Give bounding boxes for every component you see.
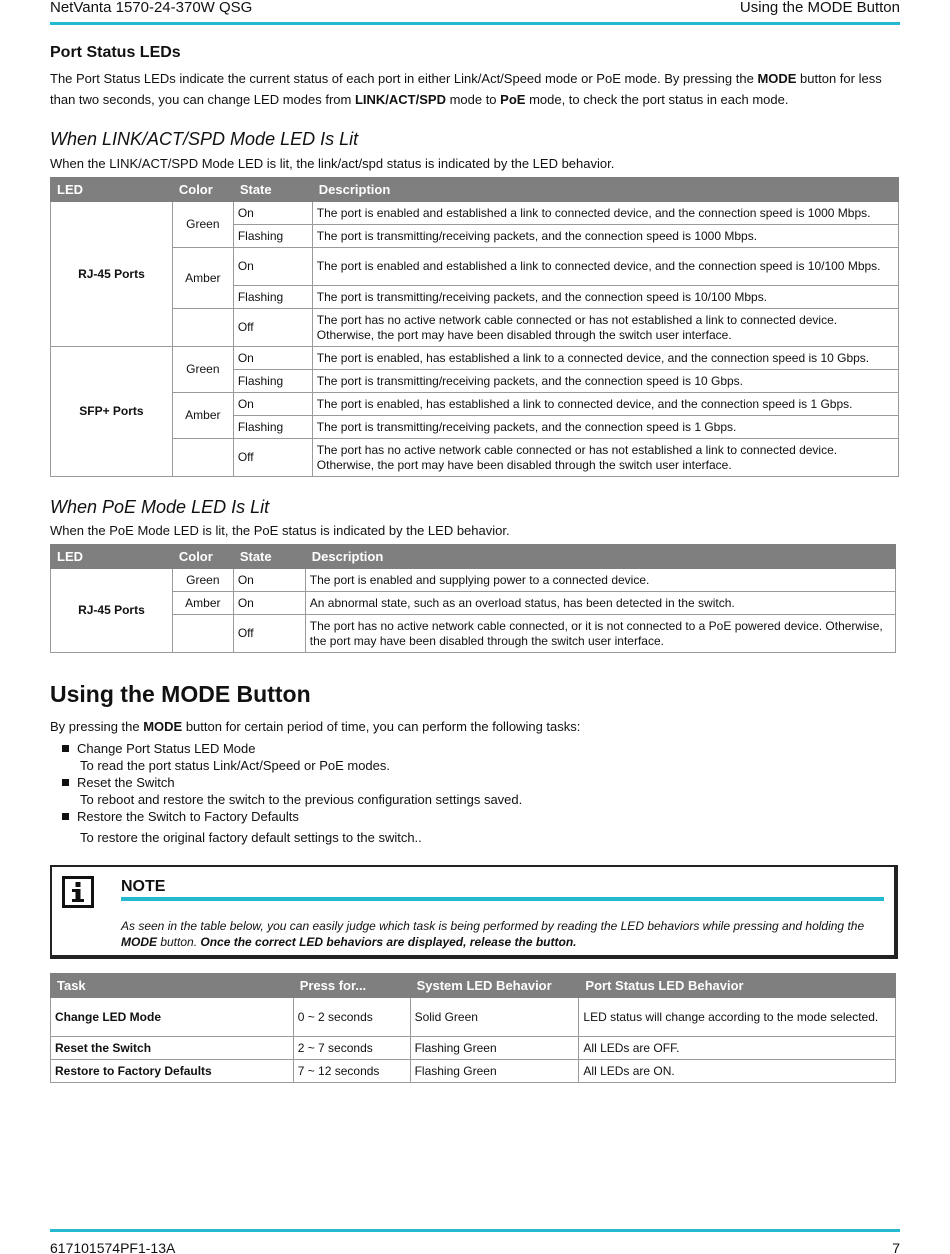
list-item-description: To reboot and restore the switch to the previous configuration settings saved. — [80, 792, 523, 807]
led-state: Flashing — [233, 225, 312, 248]
column-header: Color — [172, 545, 233, 569]
led-color-empty — [172, 309, 233, 347]
led-name: RJ-45 Ports — [51, 202, 173, 347]
list-item: Change Port Status LED Mode — [62, 740, 522, 757]
column-header: State — [233, 545, 305, 569]
bullet-square-icon — [62, 745, 69, 752]
led-description: The port is enabled and supplying power to a connected device. — [305, 569, 895, 592]
led-description: The port is transmitting/receiving packets, and the connection speed is 1000 Mbps. — [312, 225, 898, 248]
led-state: On — [233, 202, 312, 225]
poe-mode-intro: When the PoE Mode LED is lit, the PoE status is indicated by the LED behavior. — [50, 523, 510, 538]
page-footer — [50, 1229, 900, 1254]
note-divider — [121, 897, 884, 901]
list-item-description: To restore the original factory default settings to the switch.. — [80, 830, 422, 845]
mode-button-intro: By pressing the MODE button for certain period of time, you can perform the following tasks: — [50, 719, 581, 734]
port-status-intro: The Port Status LEDs indicate the current status of each port in either Link/Act/Speed mode or PoE mode. By pressing the MODE button for less than two seconds, you can change LED modes from LINK/ACT/SPD mode to PoE mode, to check the port status in each mode. — [50, 71, 882, 107]
table-row — [51, 393, 899, 416]
led-color: Green — [172, 347, 233, 393]
page-header — [50, 0, 900, 25]
bullet-square-icon — [62, 779, 69, 786]
poe-mode-heading: When PoE Mode LED Is Lit — [50, 497, 270, 517]
task-table — [50, 973, 896, 1083]
led-state: On — [233, 569, 305, 592]
document-title: NetVanta 1570-24-370W QSG — [50, 0, 253, 16]
table-header-row — [51, 974, 896, 998]
task-name: Change LED Mode — [51, 998, 294, 1037]
bullet-square-icon — [62, 813, 69, 820]
column-header: Description — [305, 545, 895, 569]
column-header: LED — [51, 178, 173, 202]
led-state: On — [233, 347, 312, 370]
led-description: The port is enabled and established a link to connected device, and the connection speed is 10/100 Mbps. — [312, 248, 898, 286]
led-state: On — [233, 393, 312, 416]
led-description: The port is transmitting/receiving packets, and the connection speed is 10/100 Mbps. — [312, 286, 898, 309]
system-led-behavior: Flashing Green — [410, 1060, 579, 1083]
port-led-behavior: All LEDs are ON. — [579, 1060, 896, 1083]
led-color-empty — [172, 615, 233, 653]
led-state: Off — [233, 309, 312, 347]
system-led-behavior: Flashing Green — [410, 1037, 579, 1060]
led-description: The port is transmitting/receiving packets, and the connection speed is 1 Gbps. — [312, 416, 898, 439]
led-description: The port has no active network cable connected or has not established a link to connected device. Otherwise, the port may have been disabled through the switch user interface. — [312, 309, 898, 347]
column-header: Color — [172, 178, 233, 202]
led-description: The port is transmitting/receiving packets, and the connection speed is 10 Gbps. — [312, 370, 898, 393]
list-item-description: To read the port status Link/Act/Speed or PoE modes. — [80, 758, 391, 773]
led-state: Off — [233, 439, 312, 477]
link-mode-heading: When LINK/ACT/SPD Mode LED Is Lit — [50, 129, 359, 149]
table-row — [51, 347, 899, 370]
table-row — [51, 569, 896, 592]
table-row — [51, 1037, 896, 1060]
column-header: Description — [312, 178, 898, 202]
task-name: Restore to Factory Defaults — [51, 1060, 294, 1083]
document-number: 617101574PF1-13A — [50, 1240, 176, 1254]
led-name: SFP+ Ports — [51, 347, 173, 477]
table-row — [51, 248, 899, 286]
led-state: Flashing — [233, 416, 312, 439]
table-row — [51, 615, 896, 653]
led-description: The port is enabled and established a link to connected device, and the connection speed is 1000 Mbps. — [312, 202, 898, 225]
led-color: Amber — [172, 393, 233, 439]
poe-mode-table — [50, 544, 896, 653]
press-duration: 7 ~ 12 seconds — [293, 1060, 410, 1083]
led-description: The port is enabled, has established a link to a connected device, and the connection speed is 10 Gbps. — [312, 347, 898, 370]
table-row — [51, 202, 899, 225]
port-status-heading: Port Status LEDs — [50, 44, 181, 61]
led-name: RJ-45 Ports — [51, 569, 173, 653]
press-duration: 0 ~ 2 seconds — [293, 998, 410, 1037]
column-header: Press for... — [293, 974, 410, 998]
note-title: NOTE — [121, 878, 166, 895]
info-icon — [62, 876, 94, 908]
led-color: Green — [172, 569, 233, 592]
list-item: Reset the Switch — [62, 774, 522, 791]
link-mode-table — [50, 177, 899, 477]
led-description: The port has no active network cable connected, or it is not connected to a PoE powered device. Otherwise, the port may have been disabled through the switch user interface. — [305, 615, 895, 653]
list-item: Restore the Switch to Factory Defaults — [62, 808, 522, 825]
task-name: Reset the Switch — [51, 1037, 294, 1060]
table-header-row — [51, 545, 896, 569]
mode-button-heading: Using the MODE Button — [50, 681, 311, 707]
led-state: Off — [233, 615, 305, 653]
press-duration: 2 ~ 7 seconds — [293, 1037, 410, 1060]
note-box — [50, 865, 898, 959]
column-header: Task — [51, 974, 294, 998]
column-header: System LED Behavior — [410, 974, 579, 998]
column-header: Port Status LED Behavior — [579, 974, 896, 998]
led-state: Flashing — [233, 370, 312, 393]
led-state: On — [233, 248, 312, 286]
task-list — [62, 740, 522, 846]
led-description: An abnormal state, such as an overload status, has been detected in the switch. — [305, 592, 895, 615]
led-state: Flashing — [233, 286, 312, 309]
led-color: Green — [172, 202, 233, 248]
section-title: Using the MODE Button — [739, 0, 900, 16]
system-led-behavior: Solid Green — [410, 998, 579, 1037]
led-description: The port has no active network cable connected or has not established a link to connected device. Otherwise, the port may have been disabled through the switch user interface. — [312, 439, 898, 477]
table-row — [51, 309, 899, 347]
led-description: The port is enabled, has established a link to connected device, and the connection speed is 1 Gbps. — [312, 393, 898, 416]
table-row — [51, 1060, 896, 1083]
column-header: LED — [51, 545, 173, 569]
link-mode-intro: When the LINK/ACT/SPD Mode LED is lit, the link/act/spd status is indicated by the LED behavior. — [50, 156, 615, 171]
table-row — [51, 439, 899, 477]
table-row — [51, 592, 896, 615]
port-led-behavior: All LEDs are OFF. — [579, 1037, 896, 1060]
port-led-behavior: LED status will change according to the mode selected. — [579, 998, 896, 1037]
table-header-row — [51, 178, 899, 202]
led-color: Amber — [172, 592, 233, 615]
note-text: As seen in the table below, you can easily judge which task is being performed by reading the LED behaviors while pressing and holding the MODE button. Once the correct LED behaviors are displayed, release the button. — [121, 919, 865, 949]
led-color: Amber — [172, 248, 233, 309]
table-row — [51, 998, 896, 1037]
page-number: 7 — [892, 1240, 900, 1254]
led-state: On — [233, 592, 305, 615]
led-color-empty — [172, 439, 233, 477]
column-header: State — [233, 178, 312, 202]
